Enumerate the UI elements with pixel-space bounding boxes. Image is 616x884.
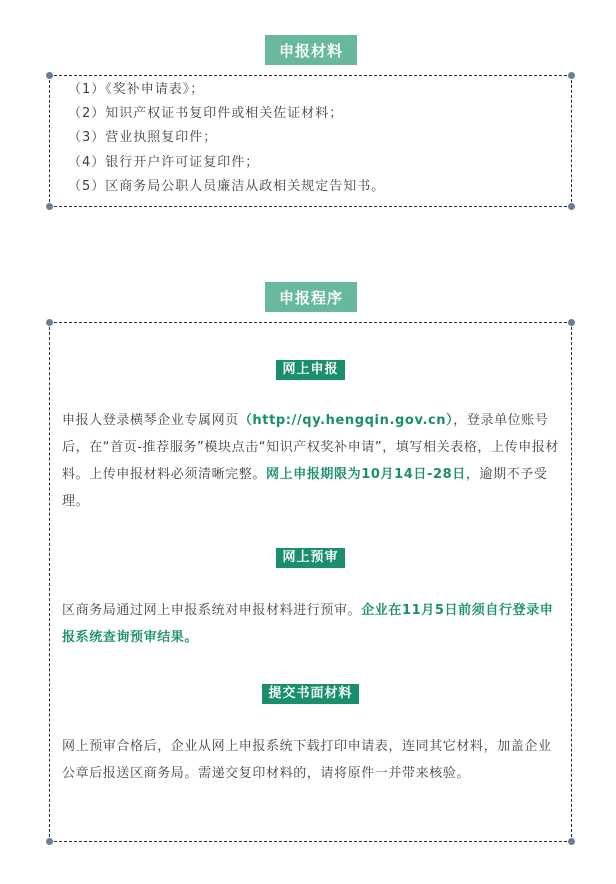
procedure-box [49,322,572,842]
submit-paper-heading [50,682,571,704]
deadline-after-text: ，逾期不予受理。 [62,467,548,509]
list-item: （2）知识产权证书复印件或相关佐证材料； [68,106,344,122]
title-curl-decoration [342,51,361,70]
online-apply-heading [50,358,571,380]
online-apply-text: 申报人登录横琴企业专属网页 [62,413,239,428]
online-apply-title: 网上申报 [276,360,344,380]
list-item: （3）营业执照复印件； [68,130,218,146]
submit-paper-paragraph [62,733,560,787]
submit-paper-text: 网上预审合格后，企业从网上申报系统下载打印申请表，连同其它材料，加盖企业公章后报送区商务局。需递交复印材料的，请将原件一并带来核验。 [62,739,552,781]
corner-dot [568,72,575,79]
materials-section-title [265,35,357,65]
list-item: （1）《奖补申请表》； [68,82,205,97]
online-review-paragraph [62,597,560,651]
online-review-heading [50,546,571,568]
corner-dot [46,72,53,79]
corner-dot [568,838,575,845]
materials-box [49,75,572,207]
online-apply-paragraph [62,407,560,515]
procedure-title-text: 申报程序 [278,288,343,307]
corner-dot [568,319,575,326]
submit-paper-title: 提交书面材料 [262,684,358,704]
corner-dot [46,203,53,210]
materials-title-text: 申报材料 [278,41,343,60]
portal-link[interactable]: （http://qy.hengqin.gov.cn） [238,413,454,428]
procedure-section-title [265,282,357,312]
deadline-highlight: 网上申报期限为10月14日-28日 [266,467,466,482]
corner-dot [46,319,53,326]
list-item: （4）银行开户许可证复印件； [68,154,260,170]
online-review-text: 区商务局通过网上申报系统对申报材料进行预审。 [62,603,362,618]
corner-dot [568,203,575,210]
corner-dot [46,838,53,845]
online-review-title: 网上预审 [276,548,344,568]
review-result-highlight: 企业在11月5日前须自行登录申报系统查询预审结果。 [62,603,554,645]
materials-list [50,76,571,199]
online-apply-text-after: ，登录单位账号后，在“首页-推荐服务”模块点击“知识产权奖补申请”，填写相关表格，上传申报材料。上传申报材料必须清晰完整。 [62,413,560,482]
list-item: （5）区商务局公职人员廉洁从政相关规定告知书。 [68,178,386,194]
title-curl-decoration [342,298,361,317]
